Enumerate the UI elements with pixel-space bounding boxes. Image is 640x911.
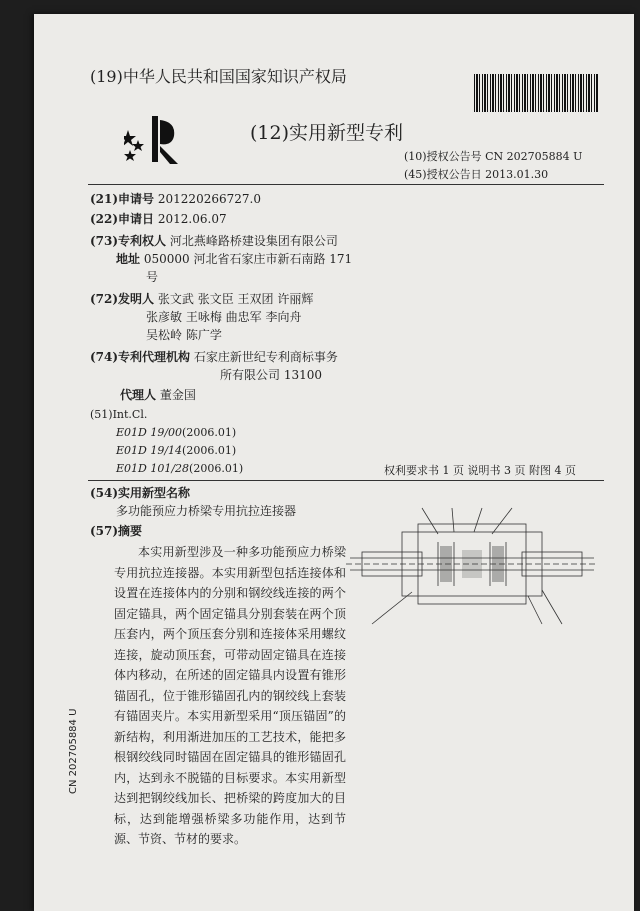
address: 地址 050000 河北省石家庄市新石南路 171 bbox=[116, 252, 353, 266]
intcl-label: (51)Int.Cl. bbox=[90, 408, 148, 421]
intcl-2: E01D 19/14(2006.01) bbox=[116, 444, 237, 457]
patent-page bbox=[34, 14, 634, 911]
document-type: (12)实用新型专利 bbox=[250, 122, 404, 144]
pages-summary: 权利要求书 1 页 说明书 3 页 附图 4 页 bbox=[384, 464, 576, 477]
publication-number: (10)授权公告号 CN 202705884 U bbox=[404, 150, 583, 163]
publication-date: (45)授权公告日 2013.01.30 bbox=[404, 168, 549, 181]
header-divider bbox=[88, 184, 604, 185]
agency: (74)专利代理机构 石家庄新世纪专利商标事务 bbox=[90, 350, 338, 364]
agency-line2: 所有限公司 13100 bbox=[220, 368, 322, 382]
biblio-divider bbox=[88, 480, 604, 481]
agent: 代理人 董金国 bbox=[120, 388, 196, 402]
side-publication-number: CN 202705884 U bbox=[68, 708, 79, 794]
sipo-logo-icon bbox=[124, 110, 184, 166]
application-date: (22)申请日 2012.06.07 bbox=[90, 212, 227, 226]
inventors: (72)发明人 张文武 张文臣 王双团 许丽辉 bbox=[90, 292, 314, 306]
barcode bbox=[474, 74, 598, 112]
intcl-3: E01D 101/28(2006.01) bbox=[116, 462, 244, 475]
utility-model-title: 多功能预应力桥梁专用抗拉连接器 bbox=[116, 504, 297, 518]
office-name: (19)中华人民共和国国家知识产权局 bbox=[90, 67, 347, 86]
inventors-line3: 吴松岭 陈广学 bbox=[146, 328, 222, 342]
application-number: (21)申请号 201220266727.0 bbox=[90, 192, 261, 206]
title-label: (54)实用新型名称 bbox=[90, 486, 191, 500]
address-cont: 号 bbox=[146, 270, 159, 284]
connector-drawing bbox=[342, 502, 602, 632]
inventors-line2: 张彦敏 王咏梅 曲忠军 李向舟 bbox=[146, 310, 302, 324]
abstract-text: 本实用新型涉及一种多功能预应力桥梁专用抗拉连接器。本实用新型包括连接体和设置在连接体内的分别和钢绞线连接的两个固定锚具，两个固定锚具分别套装在两个顶压套内，两个顶压套分别和连接体采用螺纹连接，旋动顶压套，可带动固定锚具在连接体内移动，在所述的固定锚具内设置有锥形锚固孔，位于锥形锚固孔内的钢绞线上套装有锚固夹片。本实用新型采用“顶压锚固”的新结构，利用渐进加压的工艺技术，能把多根钢绞线同时锚固在固定锚具的锥形锚固孔内，达到永不脱锚的目标要求。本实用新型达到把钢绞线加长、把桥梁的跨度加大的目标，达到能增强桥梁多功能作用，达到节源、节资、节材的要求。 bbox=[114, 545, 346, 846]
patentee: (73)专利权人 河北燕峰路桥建设集团有限公司 bbox=[90, 234, 338, 248]
abstract-label: (57)摘要 bbox=[90, 524, 143, 538]
intcl-1: E01D 19/00(2006.01) bbox=[116, 426, 237, 439]
